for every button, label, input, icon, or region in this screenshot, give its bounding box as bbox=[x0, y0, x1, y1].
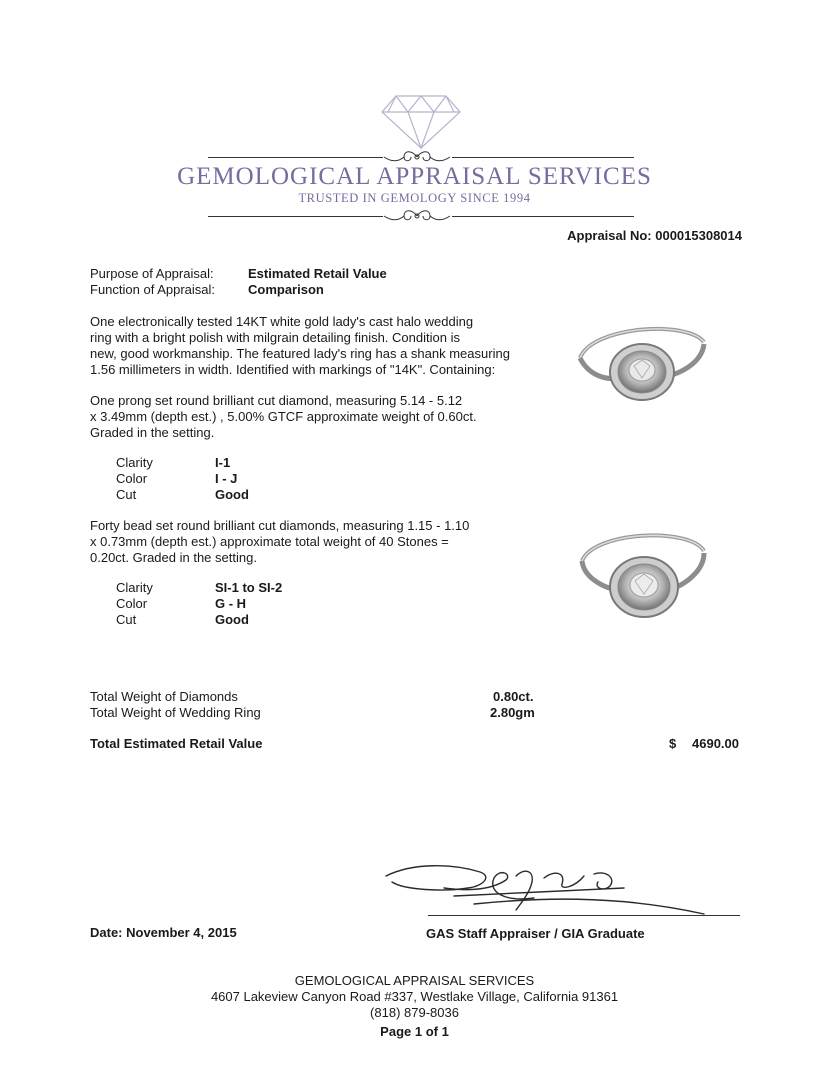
center-stone-description: One prong set round brilliant cut diamond, measuring 5.14 - 5.12 x 3.49mm (depth est.) , 5.00% GTCF approximate weight of 0.60ct. Graded in the setting. bbox=[90, 393, 477, 440]
ring-description: One electronically tested 14KT white gold lady's cast halo wedding ring with a bright polish with milgrain detailing finish. Condition is new, good workmanship. The featured lady's ring has a shank measuring 1.56 millimeters in width. Identified with markings of "14K". Containing: bbox=[90, 314, 510, 377]
accent-stones-description: Forty bead set round brilliant cut diamonds, measuring 1.15 - 1.10 x 0.73mm (depth est.) approximate total weight of 40 Stones = 0.20ct. Graded in the setting. bbox=[90, 518, 470, 565]
accent-color-label: Color bbox=[116, 596, 148, 611]
purpose-value: Estimated Retail Value bbox=[248, 266, 387, 281]
footer-company: GEMOLOGICAL APPRAISAL SERVICES bbox=[294, 973, 535, 988]
appraisal-date: Date: November 4, 2015 bbox=[90, 925, 237, 940]
total-ring-weight-value: 2.80gm bbox=[490, 705, 535, 720]
ring-photo-front-view bbox=[572, 527, 712, 627]
page-number: Page 1 of 1 bbox=[380, 1024, 449, 1039]
company-name: GEMOLOGICAL APPRAISAL SERVICES bbox=[177, 163, 652, 190]
accent-cut-value: Good bbox=[215, 612, 249, 627]
appraisal-number: Appraisal No: 000015308014 bbox=[567, 228, 742, 243]
letterhead-top-rule-left bbox=[208, 157, 383, 158]
accent-clarity-value: SI-1 to SI-2 bbox=[215, 580, 283, 595]
retail-value-currency: $ bbox=[669, 736, 677, 751]
function-label: Function of Appraisal: bbox=[90, 282, 216, 297]
accent-cut-label: Cut bbox=[116, 612, 137, 627]
letterhead-top-rule-right bbox=[452, 157, 634, 158]
center-clarity-label: Clarity bbox=[116, 455, 153, 470]
total-ring-weight-label: Total Weight of Wedding Ring bbox=[90, 705, 261, 720]
footer-address: 4607 Lakeview Canyon Road #337, Westlake Village, California 91361 bbox=[210, 989, 619, 1004]
accent-clarity-label: Clarity bbox=[116, 580, 153, 595]
diamond-logo-icon bbox=[380, 94, 462, 150]
center-cut-value: Good bbox=[215, 487, 249, 502]
retail-value-label: Total Estimated Retail Value bbox=[90, 736, 263, 751]
signature-line bbox=[428, 915, 740, 916]
letterhead-bottom-rule-right bbox=[452, 216, 634, 217]
total-diamond-weight-value: 0.80ct. bbox=[493, 689, 534, 704]
letterhead-bottom-rule-left bbox=[208, 216, 383, 217]
accent-color-value: G - H bbox=[215, 596, 247, 611]
flourish-ornament-icon bbox=[382, 208, 452, 224]
function-value: Comparison bbox=[248, 282, 324, 297]
purpose-label: Purpose of Appraisal: bbox=[90, 266, 214, 281]
ring-photo-side-view bbox=[572, 316, 712, 416]
appraiser-title: GAS Staff Appraiser / GIA Graduate bbox=[426, 926, 645, 941]
center-color-label: Color bbox=[116, 471, 148, 486]
total-diamond-weight-label: Total Weight of Diamonds bbox=[90, 689, 238, 704]
company-tagline: TRUSTED IN GEMOLOGY SINCE 1994 bbox=[298, 191, 531, 205]
center-cut-label: Cut bbox=[116, 487, 137, 502]
center-clarity-value: I-1 bbox=[215, 455, 231, 470]
retail-value-amount: 4690.00 bbox=[692, 736, 739, 751]
appraiser-signature bbox=[384, 858, 714, 920]
footer-phone: (818) 879-8036 bbox=[370, 1005, 459, 1020]
center-color-value: I - J bbox=[215, 471, 238, 486]
